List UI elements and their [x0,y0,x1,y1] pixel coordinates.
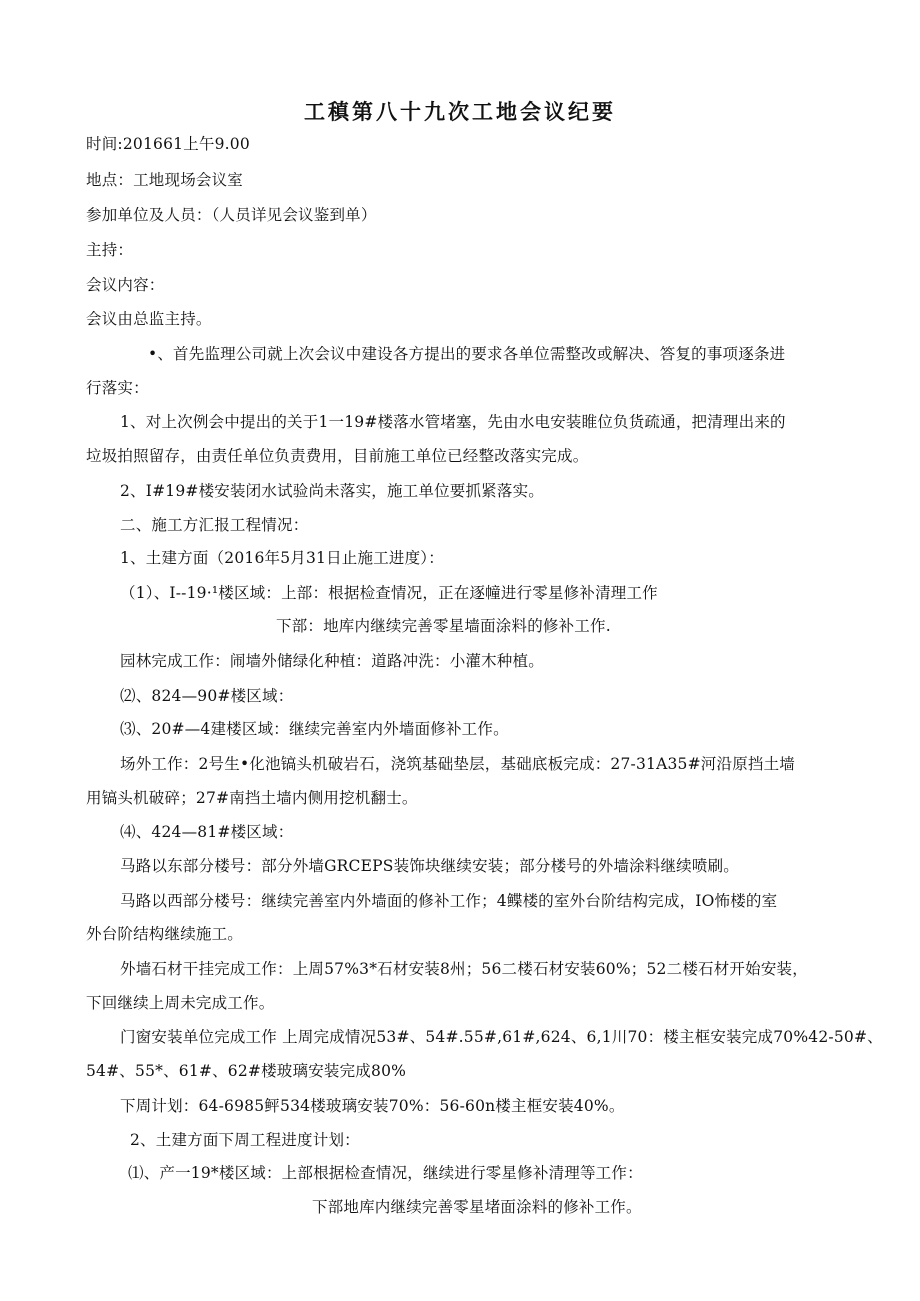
zone-1-lower: 下部：地库内继续完善零星墙面涂料的修补工作. [276,617,611,635]
document-title: 工稹第八十九次工地会议纪要 [304,99,616,124]
zone-3: ⑶、20#—4建楼区域：继续完善室内外墙面修补工作。 [120,720,509,738]
meeting-attendees: 参加单位及人员：（人员详见会议鉴到单） [86,206,377,224]
chaired-statement: 会议由总监主持。 [86,310,212,328]
section-2-heading: 二、施工方汇报工程情况： [120,516,309,534]
item-1-line-1: 1、对上次例会中提出的关于1一19#楼落水管堵塞，先由水电安装睢位负货疏通，把清理出来的 [120,413,786,431]
garden-work: 园林完成工作：闹墙外储绿化种植：道路冲洗：小灌木种植。 [120,652,544,670]
stone-work-line-2: 下回继续上周未完成工作。 [86,994,275,1012]
west-buildings-line-2: 外台阶结构继续施工。 [86,925,244,943]
section-2-item-2: 2、土建方面下周工程进度计划： [130,1131,360,1149]
item-2: 2、I#19#楼安装闭水试验尚未落实，施工单位要抓紧落实。 [120,482,544,500]
zone-1-upper: （1）、I--19·¹楼区域：上部：根据检查情况，正在逐幢进行零星修补清理工作 [120,584,658,602]
window-work-line-2: 54#、55*、61#、62#楼玻璃安装完成80% [86,1062,407,1080]
zone-4: ⑷、424—81#楼区域： [120,823,294,841]
meeting-time: 时间:201661上午9.00 [86,135,250,153]
section-1-line-2: 行落实： [86,379,149,397]
window-work-line-1: 门窗安装单位完成工作 上周完成情况53#、54#.55#,61#,624、6,1川70：楼主框安装完成70%42-50#、 [120,1028,883,1046]
meeting-host: 主持： [86,241,134,259]
outside-work-line-1: 场外工作：2号生•化池镐头机破岩石，浇筑基础垫层，基础底板完成：27-31A35#河沿原挡土墙 [120,755,795,773]
east-buildings: 马路以东部分楼号：部分外墙GRCEPS装饰块继续安装；部分楼号的外墙涂料继续喷刷。 [120,857,739,875]
next-zone-1-lower: 下部地库内继续完善零星堵面涂料的修补工作。 [312,1198,642,1216]
next-week-plan: 下周计划：64-6985鲆534楼玻璃安装70%：56-60n楼主框安装40%。 [120,1097,625,1115]
section-2-item-1: 1、土建方面（2016年5月31日止施工进度）： [120,549,444,567]
outside-work-line-2: 用镐头机破碎；27#南挡土墙内侧用挖机翻士。 [86,789,418,807]
stone-work-line-1: 外墙石材干挂完成工作：上周57%3*石材安装8州；56二楼石材安装60%；52二楼石材开始安装， [120,960,808,978]
meeting-location: 地点：工地现场会议室 [86,171,244,189]
zone-2: ⑵、824—90#楼区域： [120,687,294,705]
item-1-line-2: 垃圾拍照留存，由责任单位负责费用，目前施工单位已经整改落实完成。 [86,447,589,465]
content-label: 会议内容： [86,276,165,294]
section-1-line-1: •、首先监理公司就上次会议中建设各方提出的要求各单位需整改或解决、答复的事项逐条进 [148,345,786,363]
next-zone-1-upper: ⑴、产一19*楼区域：上部根据检查情况，继续进行零星修补清理等工作： [128,1164,643,1182]
west-buildings-line-1: 马路以西部分楼号：继续完善室内外墙面的修补工作；4鲽楼的室外台阶结构完成，IO怖楼的室 [120,892,778,910]
